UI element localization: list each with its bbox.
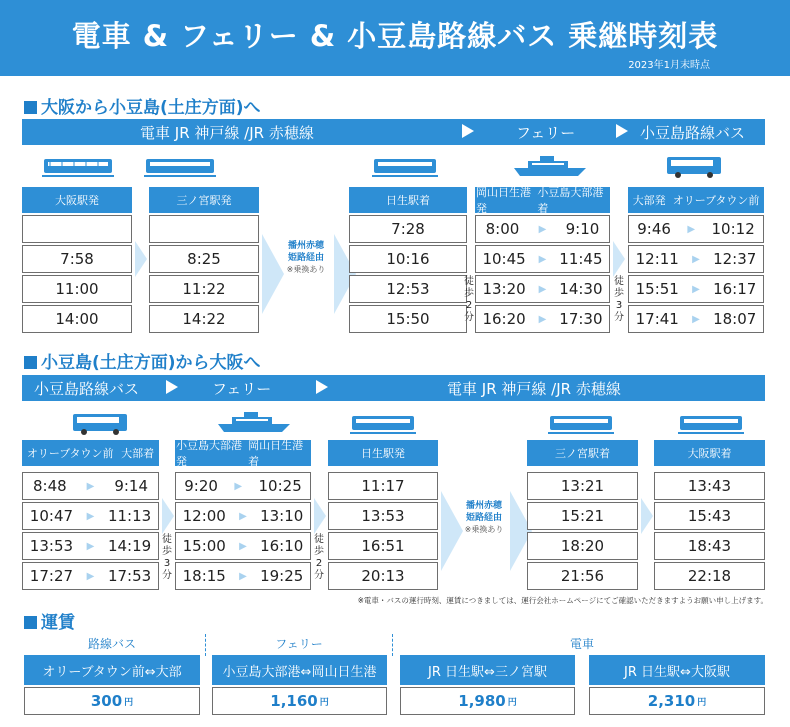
divider	[205, 634, 206, 656]
train-icon	[350, 413, 416, 435]
bus-dep-time: 10:47	[29, 507, 74, 525]
bus-arr-stop: オリーブタウン前	[672, 194, 760, 207]
col-header-ferry	[475, 187, 610, 213]
arrow-right-icon: ▶	[86, 570, 95, 582]
bus-dep-time: 9:46	[637, 220, 671, 238]
inbound-section-title	[24, 348, 261, 373]
walk-char: 徒	[464, 276, 474, 287]
ferry-row	[475, 245, 610, 273]
via-line2: 姫路経由	[287, 253, 324, 263]
bus-dep-stop: 大部発	[632, 194, 666, 207]
bus-icon	[72, 412, 128, 436]
via-line3: ※乗換あり	[464, 525, 504, 534]
walk-char: 歩	[314, 546, 324, 557]
fare-unit: 円	[319, 697, 329, 708]
band-arrow-icon	[462, 124, 474, 138]
bus-dep-time: 17:27	[29, 567, 74, 585]
fare-label-ferry: フェリー	[275, 637, 323, 651]
band-ferry-label: フェリー	[516, 124, 576, 142]
transfer-arrow-icon	[641, 498, 653, 534]
time-cell: 11:00	[22, 275, 132, 303]
time-cell: 18:43	[654, 532, 765, 560]
section-square-icon	[24, 101, 37, 114]
col-header-sannomiya-dep: 三ノ宮駅発	[149, 187, 259, 213]
fare-route-train-sannomiya: JR 日生駅⇔三ノ宮駅	[400, 655, 575, 685]
bus-dep-time: 8:48	[32, 477, 67, 495]
divider	[392, 634, 393, 656]
arrow-right-icon: ▶	[234, 480, 243, 492]
bus-arr-time: 17:53	[107, 567, 152, 585]
time-cell: 15:50	[349, 305, 467, 333]
walk-char: 分	[314, 570, 324, 581]
fare-route-bus: オリーブタウン前⇔大部	[24, 655, 200, 685]
section-square-icon	[24, 356, 37, 369]
ferry-dep-port: 小豆島大部港発	[176, 439, 242, 468]
col-header-ferry	[175, 440, 311, 466]
col-header-osaka-dep: 大阪駅発	[22, 187, 132, 213]
train-icon	[548, 413, 614, 435]
bus-row	[22, 472, 159, 500]
fare-route-train-osaka: JR 日生駅⇔大阪駅	[589, 655, 765, 685]
ferry-row	[175, 562, 311, 590]
time-cell: 14:22	[149, 305, 259, 333]
walk-char: 徒	[162, 534, 172, 545]
section-square-icon	[24, 616, 37, 629]
bus-arr-time: 9:14	[114, 477, 148, 495]
arrow-right-icon: ▶	[692, 253, 700, 265]
fare-amount: 1,160	[270, 692, 318, 710]
inbound-section-text: 小豆島(土庄方面)から大阪へ	[41, 353, 261, 373]
arrow-right-icon: ▶	[86, 510, 95, 522]
bus-dep-time: 17:41	[635, 310, 679, 328]
time-cell: 15:43	[654, 502, 765, 530]
transfer-arrow-icon	[135, 241, 147, 277]
via-note	[276, 240, 336, 276]
train-icon	[144, 156, 216, 178]
ferry-arr-time: 14:30	[559, 280, 603, 298]
ferry-dep-time: 16:20	[482, 310, 526, 328]
bus-arr-time: 11:13	[107, 507, 152, 525]
arrow-right-icon: ▶	[687, 223, 696, 235]
band-train-label: 電車 JR 神戸線 /JR 赤穂線	[140, 124, 314, 142]
page-title: 電車 & フェリー & 小豆島路線バス 乗継時刻表	[71, 19, 719, 53]
arrow-right-icon: ▶	[538, 313, 547, 325]
arrow-right-icon: ▶	[86, 480, 95, 492]
transfer-arrow-icon	[613, 241, 625, 277]
walk-char: 2	[465, 300, 473, 311]
arrow-right-icon: ▶	[692, 283, 700, 295]
walk-char: 歩	[614, 288, 624, 299]
walk-char: 3	[615, 300, 623, 311]
ferry-arr-time: 13:10	[260, 507, 304, 525]
bus-dep-time: 13:53	[29, 537, 74, 555]
train-icon	[42, 156, 114, 178]
walk-note	[160, 534, 174, 582]
band-arrow-icon	[616, 124, 628, 138]
ferry-arr-time: 11:45	[559, 250, 603, 268]
bus-arr-time: 18:07	[713, 310, 757, 328]
time-cell: 11:22	[149, 275, 259, 303]
bus-arr-time: 16:17	[713, 280, 757, 298]
band-ferry-label: フェリー	[212, 380, 272, 398]
time-cell: 20:13	[328, 562, 438, 590]
bus-row	[22, 502, 159, 530]
band-arrow-icon	[166, 380, 178, 394]
ferry-arr-time: 16:10	[260, 537, 304, 555]
via-line2: 姫路経由	[465, 513, 502, 523]
time-cell: 7:58	[22, 245, 132, 273]
bus-arr-time: 14:19	[107, 537, 152, 555]
bus-row	[22, 562, 159, 590]
ferry-arr-time: 9:10	[565, 220, 600, 238]
time-cell	[149, 215, 259, 243]
time-cell: 11:17	[328, 472, 438, 500]
time-cell: 16:51	[328, 532, 438, 560]
arrow-right-icon: ▶	[239, 540, 247, 552]
footnote: ※電車・バスの運行時刻、運賃につきましては、運行会社ホームページにてご確認いただきますようお願い申し上げます。	[357, 596, 768, 605]
via-line1: 播州赤穂	[465, 501, 502, 511]
ferry-dep-time: 13:20	[482, 280, 526, 298]
via-line3: ※乗換あり	[286, 265, 326, 274]
arrow-right-icon: ▶	[86, 540, 95, 552]
time-cell: 13:21	[527, 472, 638, 500]
bus-dep-time: 15:51	[635, 280, 679, 298]
fares-section-title	[24, 608, 75, 633]
outbound-section-title	[24, 93, 261, 118]
col-header-sannomiya-arr: 三ノ宮駅着	[527, 440, 638, 466]
walk-char: 歩	[162, 546, 172, 557]
ferry-dep-time: 12:00	[182, 507, 226, 525]
col-header-bus	[628, 187, 764, 213]
bus-row	[628, 305, 764, 333]
fare-label-train: 電車	[569, 637, 594, 651]
ferry-dep-time: 10:45	[482, 250, 526, 268]
outbound-section-text: 大阪から小豆島(土庄方面)へ	[41, 98, 261, 118]
fare-unit: 円	[697, 697, 707, 708]
fare-label-bus: 路線バス	[87, 637, 136, 651]
ferry-row	[175, 472, 311, 500]
col-header-osaka-arr: 大阪駅着	[654, 440, 765, 466]
band-arrow-icon	[316, 380, 328, 394]
time-cell: 10:16	[349, 245, 467, 273]
arrow-right-icon: ▶	[239, 570, 247, 582]
ferry-row	[175, 502, 311, 530]
transfer-arrow-icon	[162, 498, 174, 534]
ferry-row	[475, 215, 610, 243]
via-note	[454, 500, 514, 536]
bus-arr-time: 10:12	[711, 220, 755, 238]
arrow-right-icon: ▶	[538, 283, 547, 295]
via-line1: 播州赤穂	[287, 241, 324, 251]
time-cell: 7:28	[349, 215, 467, 243]
ferry-arr-port: 小豆島大部港着	[537, 186, 604, 215]
fare-price-ferry	[212, 687, 387, 715]
ferry-arr-time: 19:25	[260, 567, 304, 585]
arrow-right-icon: ▶	[538, 223, 547, 235]
walk-note	[612, 276, 626, 324]
time-cell	[22, 215, 132, 243]
ferry-dep-time: 8:00	[485, 220, 520, 238]
train-icon	[372, 156, 438, 178]
walk-char: 分	[162, 570, 172, 581]
col-header-hinase-arr: 日生駅着	[349, 187, 467, 213]
fare-unit: 円	[507, 697, 517, 708]
ferry-dep-time: 15:00	[182, 537, 226, 555]
ferry-row	[175, 532, 311, 560]
fare-price-train-osaka	[589, 687, 765, 715]
time-cell: 22:18	[654, 562, 765, 590]
bus-arr-stop: 大部着	[121, 447, 155, 460]
walk-char: 分	[464, 312, 474, 323]
ferry-icon	[218, 410, 290, 434]
fare-price-train-sannomiya	[400, 687, 575, 715]
ferry-dep-port: 岡山日生港発	[476, 186, 531, 215]
time-cell: 15:21	[527, 502, 638, 530]
bus-dep-time: 12:11	[635, 250, 679, 268]
band-train-label: 電車 JR 神戸線 /JR 赤穂線	[447, 380, 621, 398]
ferry-dep-time: 9:20	[184, 477, 218, 495]
walk-char: 歩	[464, 288, 474, 299]
inbound-mode-band	[22, 375, 765, 401]
walk-char: 分	[614, 312, 624, 323]
ferry-dep-time: 18:15	[182, 567, 226, 585]
time-cell: 13:53	[328, 502, 438, 530]
walk-char: 3	[163, 558, 171, 569]
ferry-row	[475, 305, 610, 333]
ferry-icon	[514, 154, 586, 178]
walk-char: 徒	[614, 276, 624, 287]
fare-route-ferry: 小豆島大部港⇔岡山日生港	[212, 655, 387, 685]
outbound-mode-band	[22, 119, 765, 145]
time-cell: 12:53	[349, 275, 467, 303]
col-header-hinase-dep: 日生駅発	[328, 440, 438, 466]
walk-note	[462, 276, 476, 324]
bus-dep-stop: オリーブタウン前	[26, 447, 114, 460]
fare-amount: 1,980	[458, 692, 506, 710]
time-cell: 21:56	[527, 562, 638, 590]
walk-char: 2	[315, 558, 323, 569]
bus-row	[628, 245, 764, 273]
time-cell: 8:25	[149, 245, 259, 273]
col-header-bus	[22, 440, 159, 466]
time-cell: 18:20	[527, 532, 638, 560]
band-bus-label: 小豆島路線バス	[34, 380, 140, 398]
ferry-arr-time: 10:25	[258, 477, 302, 495]
band-bus-label: 小豆島路線バス	[640, 124, 746, 142]
transfer-arrow-icon	[314, 498, 326, 534]
ferry-arr-time: 17:30	[559, 310, 603, 328]
as-of-date: 2023年1月末時点	[628, 60, 710, 71]
arrow-right-icon: ▶	[239, 510, 247, 522]
arrow-right-icon: ▶	[538, 253, 547, 265]
time-cell: 14:00	[22, 305, 132, 333]
fares-section-text: 運賃	[41, 613, 75, 633]
ferry-row	[475, 275, 610, 303]
ferry-arr-port: 岡山日生港着	[248, 439, 304, 468]
bus-row	[628, 275, 764, 303]
bus-row	[22, 532, 159, 560]
walk-note	[312, 534, 326, 582]
walk-char: 徒	[314, 534, 324, 545]
title-bar	[0, 0, 790, 76]
train-icon	[678, 413, 744, 435]
bus-icon	[666, 155, 722, 179]
fare-price-bus	[24, 687, 200, 715]
arrow-right-icon: ▶	[692, 313, 700, 325]
bus-arr-time: 12:37	[713, 250, 757, 268]
time-cell: 13:43	[654, 472, 765, 500]
fare-unit: 円	[124, 697, 134, 708]
fare-amount: 300	[90, 692, 123, 710]
bus-row	[628, 215, 764, 243]
fare-amount: 2,310	[647, 692, 696, 710]
